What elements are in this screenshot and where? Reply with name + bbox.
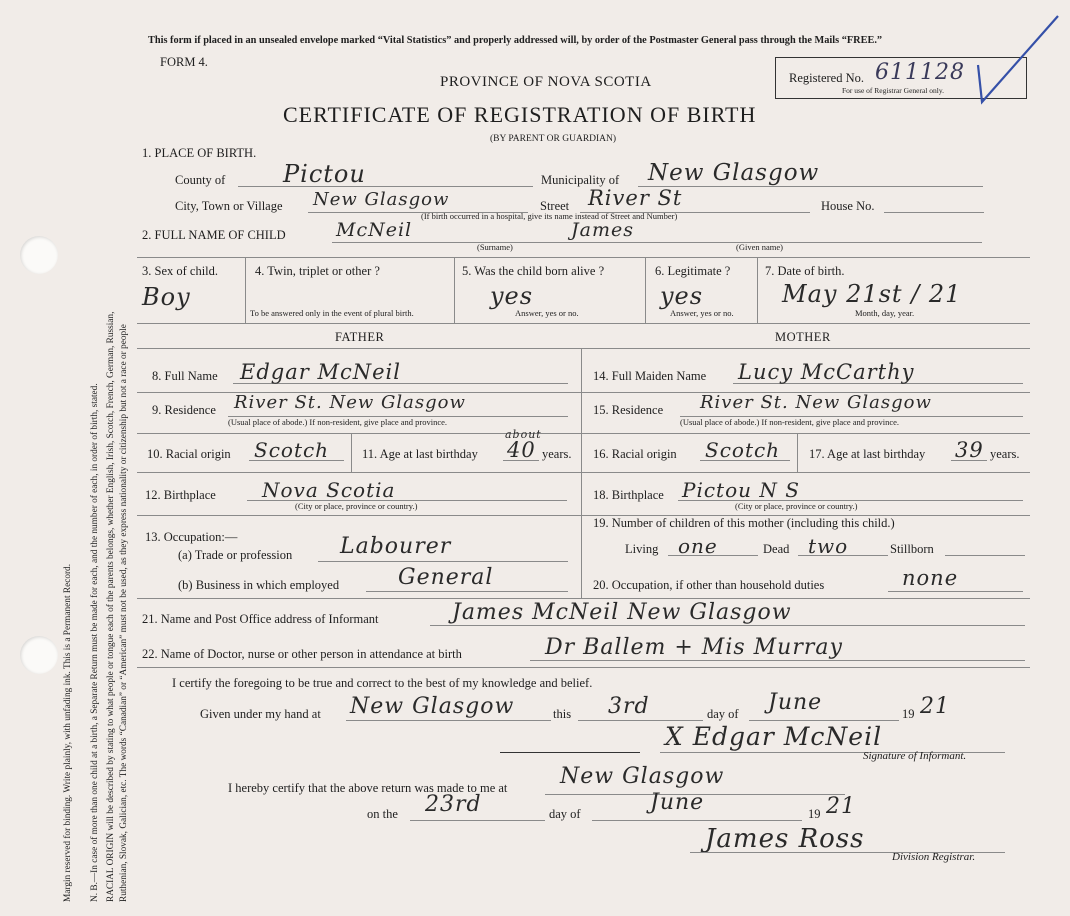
certify-day: 3rd bbox=[608, 694, 650, 719]
margin-note-racial-origin-cont: Ruthenian, Slovak, Galician, etc. The words “Canadian” or “American” must not be used, as they express nationality or citizenship but not a race or people bbox=[119, 324, 129, 902]
born-alive-value: yes bbox=[490, 282, 534, 310]
doctor-label: 22. Name of Doctor, nurse or other person in attendance at birth bbox=[142, 647, 462, 661]
date-of-birth-note: Month, day, year. bbox=[855, 308, 915, 318]
father-heading: FATHER bbox=[335, 330, 385, 344]
informant-label: 21. Name and Post Office address of Informant bbox=[142, 612, 379, 626]
registrar-day: 23rd bbox=[425, 792, 482, 817]
mail-notice: This form if placed in an unsealed envelope marked “Vital Statistics” and properly addressed will, by order of the Postmaster General pass through the Mails “FREE.” bbox=[148, 35, 883, 46]
child-given-name: James bbox=[571, 219, 634, 241]
father-name: Edgar McNeil bbox=[240, 360, 401, 384]
living-value: one bbox=[678, 534, 718, 558]
father-residence-label: 9. Residence bbox=[152, 403, 216, 417]
children-count-label: 19. Number of children of this mother (including this child.) bbox=[593, 516, 895, 530]
municipality-label: Municipality of bbox=[541, 173, 620, 187]
father-race-label: 10. Racial origin bbox=[147, 447, 231, 461]
registrar-year: 21 bbox=[826, 794, 856, 819]
father-age-label: 11. Age at last birthday bbox=[362, 447, 478, 461]
occupation-label: 13. Occupation:— bbox=[145, 530, 238, 544]
father-birthplace-note: (City or place, province or country.) bbox=[295, 501, 418, 511]
margin-note-racial-origin: RACIAL ORIGIN will be described by stating to what people or tongue each of the parents belongs, whether English, Irish, Scotch, French, German, Russian, bbox=[106, 311, 116, 902]
father-residence-note: (Usual place of abode.) If non-resident, give place and province. bbox=[228, 417, 448, 427]
surname-caption: (Surname) bbox=[477, 242, 513, 252]
mother-residence-note: (Usual place of abode.) If non-resident, give place and province. bbox=[680, 417, 900, 427]
registrar-day-of-label: day of bbox=[549, 807, 581, 821]
form-number: FORM 4. bbox=[160, 55, 208, 69]
mother-age: 39 bbox=[955, 438, 984, 462]
born-alive-note: Answer, yes or no. bbox=[515, 308, 579, 318]
place-of-birth-label: 1. PLACE OF BIRTH. bbox=[142, 146, 257, 160]
father-race: Scotch bbox=[254, 438, 330, 462]
mother-name: Lucy McCarthy bbox=[738, 360, 915, 384]
page-title: CERTIFICATE OF REGISTRATION OF BIRTH bbox=[283, 102, 757, 127]
father-age-unit: years. bbox=[542, 447, 572, 461]
mother-name-label: 14. Full Maiden Name bbox=[593, 369, 707, 383]
informant-value: James McNeil New Glasgow bbox=[452, 600, 792, 625]
county-label: County of bbox=[175, 173, 226, 187]
page-subtitle: (BY PARENT OR GUARDIAN) bbox=[490, 134, 617, 144]
informant-signature-label: Signature of Informant. bbox=[863, 750, 967, 762]
twin-label: 4. Twin, triplet or other ? bbox=[255, 264, 380, 278]
dead-value: two bbox=[808, 534, 849, 558]
mother-birthplace-note: (City or place, province or country.) bbox=[735, 501, 858, 511]
registered-label: Registered No. bbox=[789, 71, 864, 85]
check-mark-icon bbox=[970, 10, 1065, 120]
registrar-signature-label: Division Registrar. bbox=[892, 851, 976, 863]
given-name-caption: (Given name) bbox=[736, 242, 783, 252]
province-heading: PROVINCE OF NOVA SCOTIA bbox=[440, 74, 652, 90]
registrar-text: I hereby certify that the above return was made to me at bbox=[228, 781, 508, 795]
certify-this-label: this bbox=[553, 707, 572, 721]
margin-note-multiple-births: N. B.—In case of more than one child at a birth, a Separate Return must be made for each, and the number of each, in order of birth, stated. bbox=[90, 383, 100, 902]
date-of-birth-label: 7. Date of birth. bbox=[765, 264, 845, 278]
house-number-label: House No. bbox=[821, 199, 875, 213]
doctor-value: Dr Ballem + Mis Murray bbox=[545, 635, 843, 660]
father-residence: River St. New Glasgow bbox=[234, 392, 466, 413]
registrar-place: New Glasgow bbox=[560, 764, 725, 789]
registered-number: 611128 bbox=[875, 60, 965, 85]
business-value: General bbox=[398, 565, 494, 590]
mother-residence: River St. New Glasgow bbox=[700, 392, 932, 413]
given-under-label: Given under my hand at bbox=[200, 707, 321, 721]
mother-race-label: 16. Racial origin bbox=[593, 447, 677, 461]
date-of-birth-value: May 21st / 21 bbox=[782, 280, 962, 308]
living-label: Living bbox=[625, 542, 659, 556]
hospital-note: (If birth occurred in a hospital, give its name instead of Street and Number) bbox=[421, 211, 678, 221]
registrar-year-prefix: 19 bbox=[808, 807, 821, 821]
mother-age-unit: years. bbox=[990, 447, 1020, 461]
legitimate-label: 6. Legitimate ? bbox=[655, 264, 731, 278]
sex-value: Boy bbox=[142, 283, 191, 311]
mother-race: Scotch bbox=[705, 438, 781, 462]
certify-month: June bbox=[768, 690, 823, 715]
sex-label: 3. Sex of child. bbox=[142, 264, 219, 278]
legitimate-note: Answer, yes or no. bbox=[670, 308, 734, 318]
registrar-on-label: on the bbox=[367, 807, 398, 821]
mother-residence-label: 15. Residence bbox=[593, 403, 664, 417]
mother-birthplace-label: 18. Birthplace bbox=[593, 488, 664, 502]
registrar-month: June bbox=[650, 790, 705, 815]
mother-heading: MOTHER bbox=[775, 330, 831, 344]
street-label: Street bbox=[540, 199, 570, 213]
punch-hole-bottom bbox=[20, 636, 58, 674]
father-birthplace-label: 12. Birthplace bbox=[145, 488, 216, 502]
mother-birthplace: Pictou N S bbox=[682, 478, 800, 502]
mother-occupation: none bbox=[902, 566, 959, 590]
punch-hole-top bbox=[20, 236, 58, 274]
legitimate-value: yes bbox=[660, 282, 704, 310]
mother-age-label: 17. Age at last birthday bbox=[809, 447, 926, 461]
father-birthplace: Nova Scotia bbox=[262, 478, 396, 502]
street-value: River St bbox=[588, 186, 683, 210]
certify-text: I certify the foregoing to be true and correct to the best of my knowledge and belief. bbox=[172, 676, 593, 690]
municipality-value: New Glasgow bbox=[648, 160, 820, 186]
father-age: 40 bbox=[507, 438, 536, 462]
business-label: (b) Business in which employed bbox=[178, 578, 340, 592]
informant-signature: X Edgar McNeil bbox=[665, 722, 883, 751]
father-age-about: about bbox=[505, 428, 542, 441]
born-alive-label: 5. Was the child born alive ? bbox=[462, 264, 605, 278]
city-value: New Glasgow bbox=[313, 189, 450, 210]
child-name-label: 2. FULL NAME OF CHILD bbox=[142, 228, 286, 242]
dead-label: Dead bbox=[763, 542, 790, 556]
registered-note: For use of Registrar General only. bbox=[842, 86, 944, 95]
certify-day-of-label: day of bbox=[707, 707, 739, 721]
county-value: Pictou bbox=[283, 160, 366, 188]
father-name-label: 8. Full Name bbox=[152, 369, 218, 383]
mother-occupation-label: 20. Occupation, if other than household duties bbox=[593, 578, 825, 592]
certify-place: New Glasgow bbox=[350, 694, 515, 719]
trade-label: (a) Trade or profession bbox=[178, 548, 293, 562]
city-label: City, Town or Village bbox=[175, 199, 283, 213]
stillborn-label: Stillborn bbox=[890, 542, 934, 556]
certify-year: 21 bbox=[920, 694, 950, 719]
twin-note: To be answered only in the event of plural birth. bbox=[250, 308, 414, 318]
trade-value: Labourer bbox=[340, 534, 452, 559]
registrar-signature: James Ross bbox=[705, 824, 865, 854]
margin-note-binding: Margin reserved for binding. Write plainly, with unfading ink. This is a Permanent Record. bbox=[63, 563, 73, 902]
certify-year-prefix: 19 bbox=[902, 707, 915, 721]
child-surname: McNeil bbox=[336, 219, 413, 241]
